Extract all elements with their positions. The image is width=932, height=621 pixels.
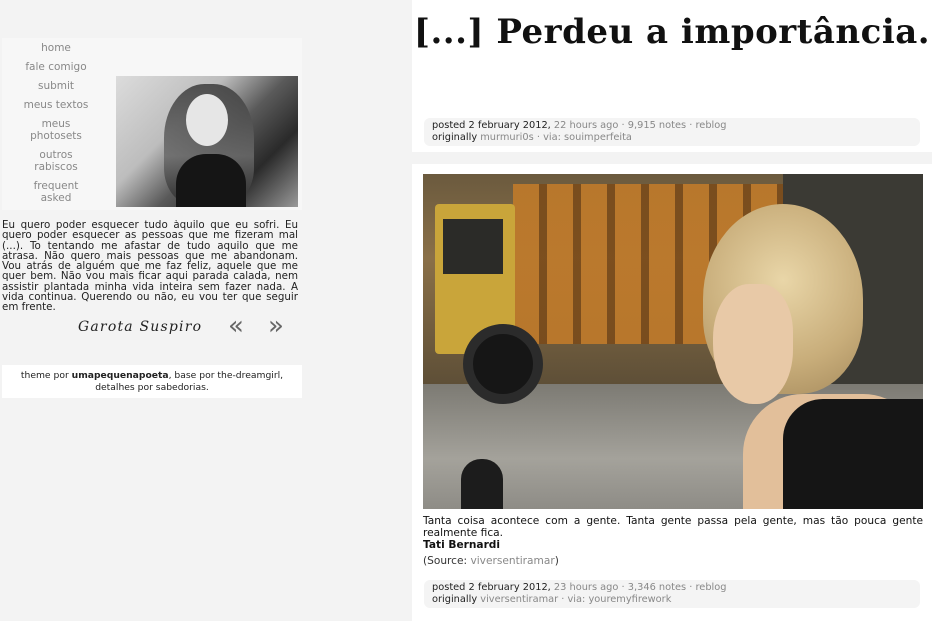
time-ago-link[interactable]: 22 hours ago (553, 120, 619, 131)
nav-link-outros-rabiscos[interactable]: outros rabiscos (34, 149, 78, 173)
photo-truck-wheel (463, 324, 543, 404)
nav-link-home[interactable]: home (41, 42, 71, 54)
posted-date: posted 2 february 2012, (432, 120, 551, 131)
profile-photo (116, 76, 298, 207)
credits-prefix: theme por (20, 370, 72, 381)
origin-link[interactable]: viversentiramar (480, 594, 559, 605)
notes-link[interactable]: 9,915 notes (627, 120, 687, 131)
photo-bollard (461, 459, 503, 509)
nav-link-meus-textos[interactable]: meus textos (23, 99, 89, 111)
credits-suffix: , base por the-dreamgirl, (168, 370, 284, 381)
credits-author-link[interactable]: umapequenapoeta (71, 370, 169, 381)
main-column (412, 0, 932, 621)
meta-separator: · (689, 120, 693, 131)
next-page-arrow-icon[interactable]: » (268, 311, 284, 341)
originally-label: originally (432, 132, 478, 143)
source-prefix: (Source: (423, 555, 471, 567)
caption-source (423, 555, 559, 567)
signature: Garota Suspiro (78, 319, 203, 335)
photo-girl-top (783, 399, 923, 509)
via-label: · via: (561, 594, 586, 605)
via-link[interactable]: youremyfirework (588, 594, 672, 605)
time-ago-link[interactable]: 23 hours ago (553, 582, 619, 593)
reblog-link[interactable]: reblog (695, 120, 727, 131)
meta-separator: · (621, 120, 625, 131)
meta-separator: · (621, 582, 625, 593)
post-photo (412, 164, 932, 621)
sidebar (0, 0, 410, 621)
meta-separator: · (689, 582, 693, 593)
prev-page-arrow-icon[interactable]: « (228, 311, 244, 341)
origin-link[interactable]: murmuri0s (480, 132, 534, 143)
source-link[interactable]: viversentiramar (470, 555, 555, 567)
notes-link[interactable]: 3,346 notes (627, 582, 687, 593)
photo-girl-face (713, 284, 793, 404)
nav-link-meus-photosets[interactable]: meus photosets (30, 118, 82, 142)
theme-credits (2, 365, 302, 398)
post-meta (424, 580, 920, 608)
photo-face-shape (186, 94, 228, 146)
post-title: [...] Perdeu a importância. (413, 12, 931, 52)
photo-truck-window (443, 219, 503, 274)
post-text (412, 0, 932, 152)
photo-body-shape (176, 154, 246, 207)
via-label: · via: (536, 132, 561, 143)
caption-author: Tati Bernardi (423, 539, 501, 551)
nav-link-submit[interactable]: submit (37, 80, 75, 92)
source-suffix: ) (554, 555, 559, 567)
about-text: Eu quero poder esquecer tudo àquilo que eu sofri. Eu quero poder esquecer as pessoas que me fizeram mal (...). To tentando me afastar de tudo aquilo que me atrasa. Não quero mais pessoas que me abandonam. Vou atrás de alguém que me faz feliz, aquele que me quer bem. Não vou mais ficar aqui parada calada, nem assistir plantada minha vida inteira sem fazer nada. A vida continua. Querendo ou não, eu vou ter que seguir em frente. (2, 220, 298, 312)
nav-link-fale-comigo[interactable]: fale comigo (25, 61, 87, 73)
nav-box (2, 38, 302, 210)
nav-link-frequent-asked[interactable]: frequent asked (33, 180, 79, 204)
originally-label: originally (432, 594, 478, 605)
reblog-link[interactable]: reblog (695, 582, 727, 593)
photo-caption: Tanta coisa acontece com a gente. Tanta gente passa pela gente, mas tão pouca gente realmente fica. (423, 515, 923, 539)
nav-menu (6, 42, 106, 211)
post-photo-image[interactable] (423, 174, 923, 509)
posted-date: posted 2 february 2012, (432, 582, 551, 593)
credits-line2: detalhes por sabedorias. (95, 382, 209, 393)
via-link[interactable]: souimperfeita (564, 132, 632, 143)
post-meta (424, 118, 920, 146)
